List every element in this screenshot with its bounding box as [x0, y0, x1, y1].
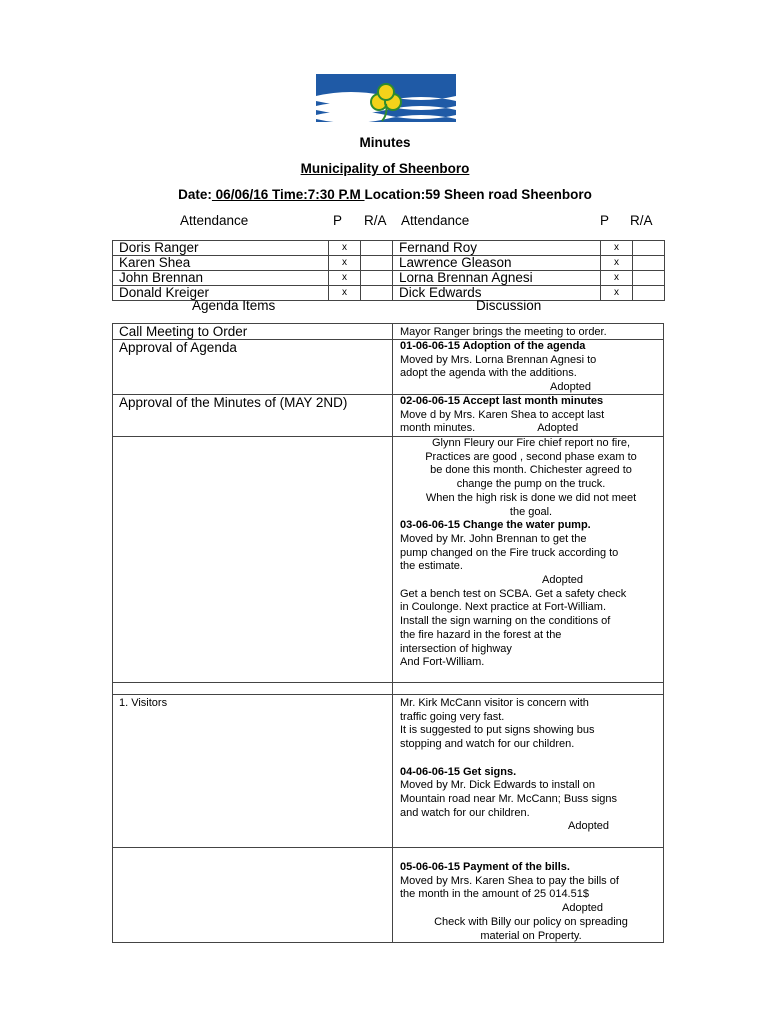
discussion-payment	[400, 861, 662, 943]
resolution-title: 04-06-06-15 Get signs.	[400, 765, 517, 778]
discussion-line: the fire hazard in the forest at the	[400, 628, 562, 641]
discussion-line: be done this month. Chichester agreed to	[430, 464, 632, 477]
discussion-approval-agenda	[400, 340, 662, 395]
date-value: 06/06/16	[211, 187, 272, 202]
discussion-line: Move d by Mrs. Karen Shea to accept last	[400, 408, 605, 421]
present-mark: x	[329, 286, 361, 301]
discussion-line: Install the sign warning on the conditions of	[400, 615, 611, 628]
attendance-header-left: Attendance	[180, 213, 249, 228]
discussion-line: Moved by Mrs. Lorna Brennan Agnesi to	[400, 353, 597, 366]
discussion-line: Check with Billy our policy on spreading	[434, 915, 628, 928]
ra-mark	[633, 241, 665, 256]
discussion-line: change the pump on the truck.	[456, 478, 606, 491]
member-name: Lorna Brennan Agnesi	[393, 271, 601, 286]
p-header-left: P	[333, 213, 343, 228]
document-title: Minutes	[359, 135, 411, 150]
discussion-line: pump changed on the Fire truck according to	[400, 546, 619, 559]
date-label: Date:	[178, 187, 212, 202]
adopted-label: Adopted	[550, 381, 591, 394]
row-divider	[112, 847, 664, 848]
p-header-right: P	[600, 213, 610, 228]
member-name: Lawrence Gleason	[393, 256, 601, 271]
discussion-line: and watch for our children.	[400, 806, 530, 819]
discussion-line: stopping and watch for our children.	[400, 738, 575, 751]
date-line	[0, 187, 770, 202]
municipality-name: Municipality of Sheenboro	[300, 161, 470, 176]
ra-mark	[361, 241, 393, 256]
table-row	[113, 256, 665, 271]
agenda-item-call-meeting: Call Meeting to Order	[119, 324, 248, 339]
ra-mark	[633, 256, 665, 271]
discussion-line: It is suggested to put signs showing bus	[400, 724, 595, 737]
ra-mark	[633, 286, 665, 301]
row-divider	[112, 682, 664, 683]
municipality-logo	[316, 74, 456, 122]
resolution-title: 03-06-06-15 Change the water pump.	[400, 519, 591, 532]
discussion-line: And Fort-William.	[400, 656, 485, 669]
ra-mark	[361, 286, 393, 301]
discussion-line: adopt the agenda with the additions.	[400, 367, 577, 380]
present-mark: x	[601, 256, 633, 271]
present-mark: x	[329, 256, 361, 271]
member-name: Doris Ranger	[113, 241, 329, 256]
discussion-line: the goal.	[509, 505, 553, 518]
discussion-line: Moved by Mr. John Brennan to get the	[400, 532, 587, 545]
agenda-item-approval-minutes: Approval of the Minutes of (MAY 2ND)	[119, 395, 348, 410]
ra-mark	[633, 271, 665, 286]
attendance-table	[112, 240, 665, 301]
row-divider	[112, 694, 664, 695]
discussion-line: material on Property.	[480, 929, 582, 942]
discussion-line: the month in the amount of 25 014.51$	[400, 888, 589, 901]
adopted-label: Adopted	[568, 820, 609, 833]
discussion-header: Discussion	[476, 298, 542, 313]
discussion-line: Practices are good , second phase exam to	[425, 450, 637, 463]
discussion-line: month minutes.	[400, 422, 476, 435]
ra-header-right: R/A	[630, 213, 653, 228]
adopted-label: Adopted	[542, 574, 583, 587]
adopted-label: Adopted	[562, 902, 603, 915]
ra-mark	[361, 256, 393, 271]
discussion-line: Moved by Mr. Dick Edwards to install on	[400, 779, 596, 792]
present-mark: x	[601, 271, 633, 286]
discussion-line: Moved by Mrs. Karen Shea to pay the bills of	[400, 874, 619, 887]
present-mark: x	[601, 286, 633, 301]
member-name: John Brennan	[113, 271, 329, 286]
ra-header-left: R/A	[364, 213, 387, 228]
present-mark: x	[329, 271, 361, 286]
discussion-line: traffic going very fast.	[400, 710, 505, 723]
location-value: Location:59 Sheen road Sheenboro	[364, 187, 592, 202]
present-mark: x	[329, 241, 361, 256]
table-row	[113, 241, 665, 256]
time-value: Time:7:30 P.M	[271, 187, 365, 202]
ra-mark	[361, 271, 393, 286]
discussion-line: in Coulonge. Next practice at Fort-William.	[400, 601, 607, 614]
member-name: Karen Shea	[113, 256, 329, 271]
discussion-line: the estimate.	[400, 560, 463, 573]
member-name: Dick Edwards	[393, 286, 601, 301]
discussion-visitors	[400, 697, 662, 834]
agenda-items-header: Agenda Items	[192, 298, 276, 313]
resolution-title: 05-06-06-15 Payment of the bills.	[400, 861, 570, 873]
discussion-call-meeting: Mayor Ranger brings the meeting to order.	[400, 326, 607, 338]
table-row	[113, 271, 665, 286]
discussion-line: Mr. Kirk McCann visitor is concern with	[400, 697, 589, 709]
discussion-line: Get a bench test on SCBA. Get a safety check	[400, 587, 627, 600]
discussion-line: When the high risk is done we did not meet	[425, 491, 637, 504]
column-divider	[392, 323, 393, 943]
agenda-item-approval-agenda: Approval of Agenda	[119, 340, 237, 355]
discussion-line: intersection of highway	[400, 642, 512, 655]
discussion-line: Glynn Fleury our Fire chief report no fire,	[431, 437, 631, 449]
member-name: Fernand Roy	[393, 241, 601, 256]
attendance-header-right: Attendance	[401, 213, 470, 228]
resolution-title: 01-06-06-15 Adoption of the agenda	[400, 340, 586, 352]
adopted-label: Adopted	[537, 422, 579, 435]
discussion-approval-minutes	[400, 395, 662, 436]
resolution-title: 02-06-06-15 Accept last month minutes	[400, 395, 604, 407]
discussion-line: Mountain road near Mr. McCann; Buss signs	[400, 792, 618, 805]
member-name: Donald Kreiger	[113, 286, 329, 301]
present-mark: x	[601, 241, 633, 256]
agenda-item-visitors: 1. Visitors	[119, 697, 168, 709]
discussion-fire-report	[400, 437, 662, 670]
